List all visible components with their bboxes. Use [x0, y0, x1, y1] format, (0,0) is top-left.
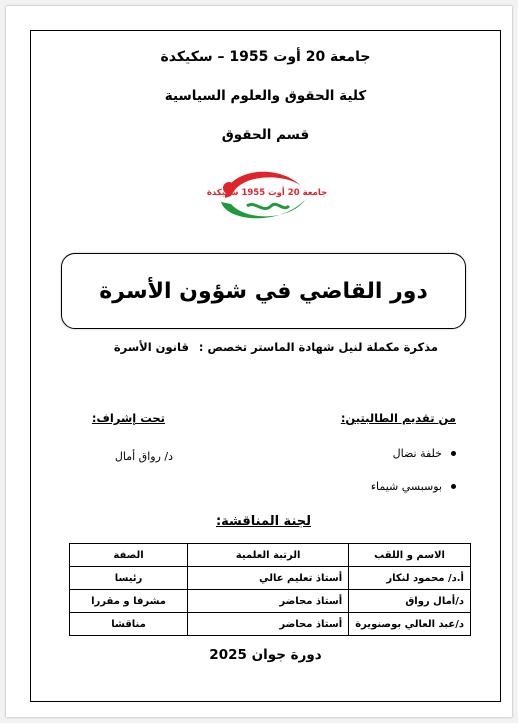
bullet-icon [451, 451, 456, 456]
memo-description [114, 340, 438, 354]
student-item [393, 447, 456, 460]
table-cell: أستاذ محاضر [188, 613, 349, 636]
jury-table [69, 543, 471, 636]
session-date: دورة جوان 2025 [209, 647, 322, 663]
column-header: الاسم و اللقب [349, 544, 471, 567]
column-header: الصفة [70, 544, 188, 567]
table-cell: أستاذ تعليم عالي [188, 567, 349, 590]
table-header-row [70, 544, 471, 567]
department-name: قسم الحقوق [221, 127, 310, 143]
table-cell: أستاذ محاضر [188, 590, 349, 613]
supervisor-name: د/ رواق أمال [114, 450, 173, 463]
table-cell: د/أمال رواق [349, 590, 471, 613]
students-heading: من تقديم الطالبتين: [340, 411, 456, 425]
table-cell: مناقشا [70, 613, 188, 636]
university-name: جامعة 20 أوت 1955 – سكيكدة [160, 49, 371, 65]
table-cell: رئيسا [70, 567, 188, 590]
page-border-frame [30, 30, 501, 702]
thesis-title-box [61, 253, 466, 329]
table-cell: أ.د/ محمود لنكار [349, 567, 471, 590]
student-name: خلفة نضال [392, 447, 442, 460]
column-header: الرتبة العلمية [188, 544, 349, 567]
table-row [70, 567, 471, 590]
table-cell: مشرفا و مقررا [70, 590, 188, 613]
university-logo-icon [206, 164, 328, 224]
table-row [70, 590, 471, 613]
faculty-name: كلية الحقوق والعلوم السياسية [164, 88, 367, 104]
logo-text: جامعة 20 أوت 1955 سكيكدة [206, 188, 328, 198]
table-cell: د/عبد العالي بوصنويرة [349, 613, 471, 636]
thesis-title: دور القاضي في شؤون الأسرة [99, 278, 428, 304]
supervisor-heading: تحت إشراف: [91, 411, 165, 425]
document-page [6, 6, 512, 717]
jury-heading: لجنة المناقشة: [215, 514, 311, 529]
student-item [371, 480, 456, 493]
memo-specialty: قانون الأسرة [113, 340, 189, 354]
table-row [70, 613, 471, 636]
student-name: بوسبسي شيماء [370, 480, 442, 493]
bullet-icon [451, 484, 456, 489]
memo-text: مذكرة مكملة لنيل شهادة الماستر تخصص : [198, 340, 438, 354]
